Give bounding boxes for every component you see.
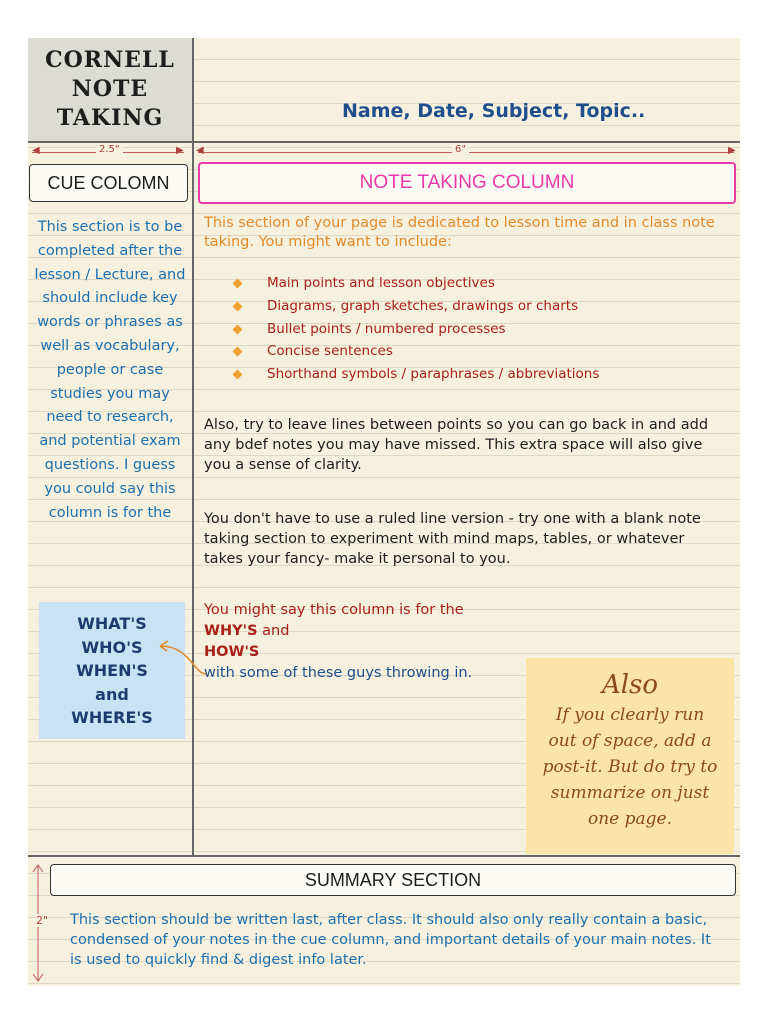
header-subtitle: Name, Date, Subject, Topic.. xyxy=(342,100,646,122)
notes-paragraph-2: You don't have to use a ruled line version - try one with a blank note taking section to experiment with mind maps, tables, or whatever takes your fancy- make it personal to you. xyxy=(204,511,701,567)
bullet-list xyxy=(234,272,599,386)
with-line: with some of these guys throwing in. xyxy=(204,665,473,681)
notes-column-heading: NOTE TAKING COLUMN xyxy=(198,162,736,204)
summary-divider xyxy=(28,855,740,857)
notes-intro: This section of your page is dedicated to lesson time and in class note taking. You might want to include: xyxy=(204,215,715,250)
notes-paragraph-1: Also, try to leave lines between points so you can go back in and add any bdef notes you may have missed. This extra space will also give you a sense of clarity. xyxy=(204,417,709,473)
cue-width-label: 2.5" xyxy=(96,144,123,155)
cornell-page xyxy=(28,38,740,986)
how-word: HOW'S xyxy=(204,644,260,660)
cue-column-heading: CUE COLOMN xyxy=(29,164,188,202)
notes-width-label: 6" xyxy=(452,144,469,155)
bullet-text: Shorthand symbols / paraphrases / abbreviations xyxy=(267,366,600,383)
header-divider xyxy=(28,141,740,143)
notes-arrow-right-icon: ▶ xyxy=(728,145,736,156)
why-word: WHY'S xyxy=(204,623,258,639)
wwww-word: WHO'S xyxy=(81,637,143,657)
wwww-word: WHEN'S xyxy=(76,661,148,680)
bullet-text: Diagrams, graph sketches, drawings or charts xyxy=(267,297,579,314)
cue-column-text: This section is to be completed after the lesson / Lecture, and should include key words or phrases as well as vocabulary, people or case studies you may need to research, and potential exam questions. I guess you could say this column is for the xyxy=(34,219,186,521)
list-item xyxy=(234,295,599,318)
diamond-bullet-icon xyxy=(233,370,243,380)
summary-text: This section should be written last, after class. It should also only really contain a basic, condensed of your notes in the cue column, and important details of your main notes. It is used to quickly find & digest info later. xyxy=(70,912,711,968)
summary-heading: SUMMARY SECTION xyxy=(50,864,736,896)
cue-arrow-left-icon: ◀ xyxy=(32,145,40,156)
list-item xyxy=(234,272,599,295)
wwww-word: and xyxy=(95,684,129,704)
page-title xyxy=(28,46,192,133)
diamond-bullet-icon xyxy=(233,324,243,334)
bullet-text: Main points and lesson objectives xyxy=(267,275,495,291)
title-line-3: TAKING xyxy=(56,105,164,131)
and-word: and xyxy=(262,623,290,639)
cue-divider xyxy=(192,38,194,856)
title-line-1: CORNELL xyxy=(45,47,175,73)
bullet-text: Concise sentences xyxy=(267,343,393,360)
why-intro-line: You might say this column is for the xyxy=(204,602,464,618)
sticky-note xyxy=(526,658,734,854)
diamond-bullet-icon xyxy=(233,301,243,311)
curved-arrow-icon xyxy=(152,638,212,678)
list-item xyxy=(234,318,599,341)
list-item xyxy=(234,363,599,386)
summary-height-label: 2" xyxy=(36,914,49,927)
cue-arrow-right-icon: ▶ xyxy=(176,145,184,156)
diamond-bullet-icon xyxy=(233,347,243,357)
list-item xyxy=(234,340,599,363)
wwww-word: WHAT'S xyxy=(77,614,147,633)
title-line-2: NOTE xyxy=(71,76,149,102)
bullet-text: Bullet points / numbered processes xyxy=(267,320,506,337)
sticky-body: If you clearly run out of space, add a post-it. But do try to summarize on just one page. xyxy=(542,705,718,829)
why-how-block xyxy=(204,600,472,684)
diamond-bullet-icon xyxy=(233,279,243,289)
notes-arrow-left-icon: ◀ xyxy=(196,145,204,156)
sticky-title: Also xyxy=(601,670,659,700)
wwww-word: WHERE'S xyxy=(71,708,153,727)
